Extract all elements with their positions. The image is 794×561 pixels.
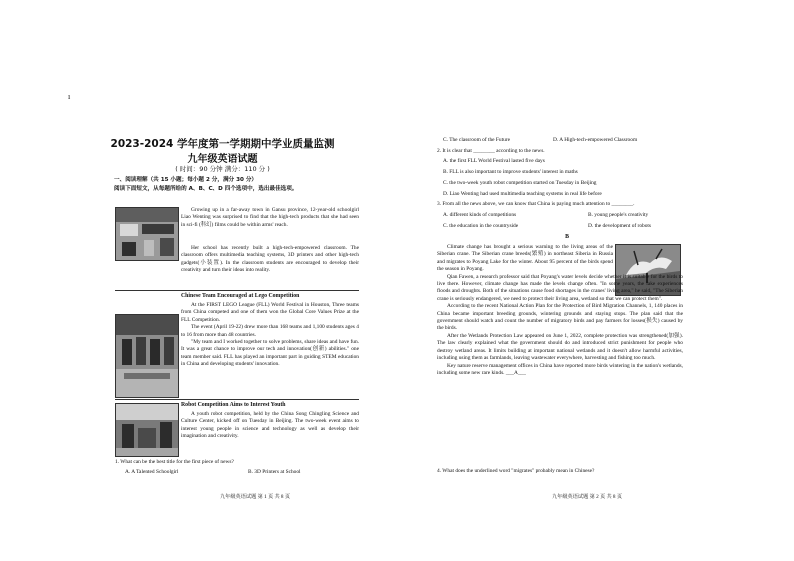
robot-competition-photo <box>115 403 179 457</box>
question-1-option-a[interactable]: A. A Talented Schoolgirl <box>125 469 179 475</box>
passage-b-paragraph-1: Climate change has brought a serious warning to the living areas of the Siberian crane. The Siberian crane breeds(繁殖) in northeast Siberia in Russia and migrates to Poyang Lake for the winter. About 95 percent of the birds spend the season in Poyang. <box>437 244 613 273</box>
question-3-option-a[interactable]: A. different kinds of competitions <box>443 212 517 218</box>
passage-b-paragraph-5: Key nature reserve management offices in China have reported more birds wintering in the nation's wetlands, including some new rare kinds. ___A___ <box>437 362 683 376</box>
exam-time-score: ( 时间：90 分钟 满分：110 分 ) <box>175 165 270 173</box>
question-1-stem: 1. What can be the best title for the first piece of news? <box>115 459 234 465</box>
question-2-option-a[interactable]: A. the first FLL World Festival lasted five days <box>443 158 545 164</box>
question-3-option-c[interactable]: C. the education in the countryside <box>443 223 519 229</box>
question-2-stem: 2. It is clear that ________ according to the news. <box>437 148 545 154</box>
exam-title: 2023-2024 学年度第一学期期中学业质量监测 <box>110 138 335 150</box>
page-footer: 九年级英语试题 第 1 页 共 8 页 <box>219 494 291 500</box>
article2-paragraph-3: "My team and I worked together to solve problems, share ideas and have fun. It was a great chance to improve our tech and innovation(创新) abilities." one team member said. FLL has played an important part in guiding STEM education in China and developing students' innovation. <box>181 339 359 368</box>
article2-paragraph-1: At the FIRST LEGO League (FLL) World Festival in Houston, Three teams from China competed and one of them won the Global Core Values Prize at the FLL Competition. <box>181 302 359 323</box>
margin-mark: ı <box>68 92 71 101</box>
question-1-option-d[interactable]: D. A High-tech-empowered Classroom <box>553 137 638 143</box>
question-1-option-b[interactable]: B. 3D Printers at School <box>248 469 301 475</box>
question-2-option-b[interactable]: B. FLL is also important to improve students' interest in maths <box>443 169 578 175</box>
page-2 <box>397 0 794 561</box>
question-2-option-c[interactable]: C. the two-week youth robot competition started on Tuesday in Beijing <box>443 180 597 186</box>
article3-body <box>181 411 359 441</box>
question-1-option-c[interactable]: C. The classroom of the Future <box>443 137 510 143</box>
article3-heading: Robot Competition Aims to Interest Youth <box>181 402 286 408</box>
passage-b-paragraph-4: After the Wetlands Protection Law appeared on June 1, 2022, complete protection was strengthened(加强). The law clearly explained what the government should do and introduced strict punishment for people who destroy wetland areas. It limits building at important national wetlands and it doesn't allow harmful activities, including using them as farmlands, leaving wastewater everywhere, harvesting and fishing too much. <box>437 332 683 362</box>
divider <box>115 290 359 291</box>
article1-paragraph-2: Her school has recently built a high-tech-empowered classroom. The classroom offers multimedia teaching systems, 3D printers and other high-tech gadgets(小装置). In the classroom students are encouraged to develop their creativity and turn their ideas into reality. <box>181 245 359 274</box>
article1-body <box>115 245 359 275</box>
article2-heading: Chinese Team Encouraged at Lego Competition <box>181 293 300 299</box>
question-4-stem: 4. What does the underlined word "migrates" probably mean in Chinese? <box>437 468 595 474</box>
section-b-heading: B <box>565 234 569 240</box>
passage-b <box>437 244 683 377</box>
article2-body <box>115 302 359 369</box>
page-footer: 九年级英语试题 第 2 页 共 8 页 <box>551 494 623 500</box>
question-3-option-d[interactable]: D. the development of robots <box>588 223 652 229</box>
passage-b-paragraph-2: Qian Fawen, a research professor said that Poyang's water levels decide whether it is suitable for the birds to live there. However, climate change has made the levels change often. "In some years, the lake experiences floods and droughts. Both of the situations cause food shortages in the cranes' living area," he said, "The Siberian crane is seriously endangered, we need to protect their living area, wetland so that we can protect them". <box>437 273 683 302</box>
section-heading: 一、阅读理解（共 15 小题；每小题 2 分，满分 30 分） <box>114 177 258 183</box>
exam-subject-title: 九年级英语试题 <box>187 154 258 165</box>
section-instruction: 阅读下面短文，从每题所给的 A、B、C、D 四个选项中，选出最佳选项。 <box>114 186 298 192</box>
question-3-stem: 3. From all the news above, we can know that China is paying much attention to ________. <box>437 201 635 207</box>
article1-paragraph-1: Growing up in a far-away town in Gansu province, 12-year-old schoolgirl Liao Wenting was surprised to find that the high-tech products that she had seen in sci-fi (科幻) films could be within arms' reach. <box>181 207 359 228</box>
article2-paragraph-2: The event (April 19-22) drew more than 168 teams and 1,100 students ages 4 to 16 from more than 48 countries. <box>181 324 359 338</box>
question-2-option-d[interactable]: D. Liao Wenting had used multimedia teaching systems in real life before <box>443 191 602 197</box>
article3-paragraph-1: A youth robot competition, held by the China Song Chingling Science and Culture Center, kicked off on Tuesday in Beijing. The two-week event aims to interest young people in science and technology as well as develop their imagination and creativity. <box>181 411 359 440</box>
article1-intro <box>181 207 359 229</box>
passage-b-paragraph-3: According to the recent National Action Plan for the Protection of Bird Migration Channels, 1, 140 places in China became important breeding grounds, wintering grounds and staying stops. The plan said that the government should watch and count the number of migratory birds and pay farmers for losses(损失) caused by the birds. <box>437 303 683 332</box>
divider <box>115 399 359 400</box>
question-3-option-b[interactable]: B. young people's creativity <box>588 212 649 218</box>
